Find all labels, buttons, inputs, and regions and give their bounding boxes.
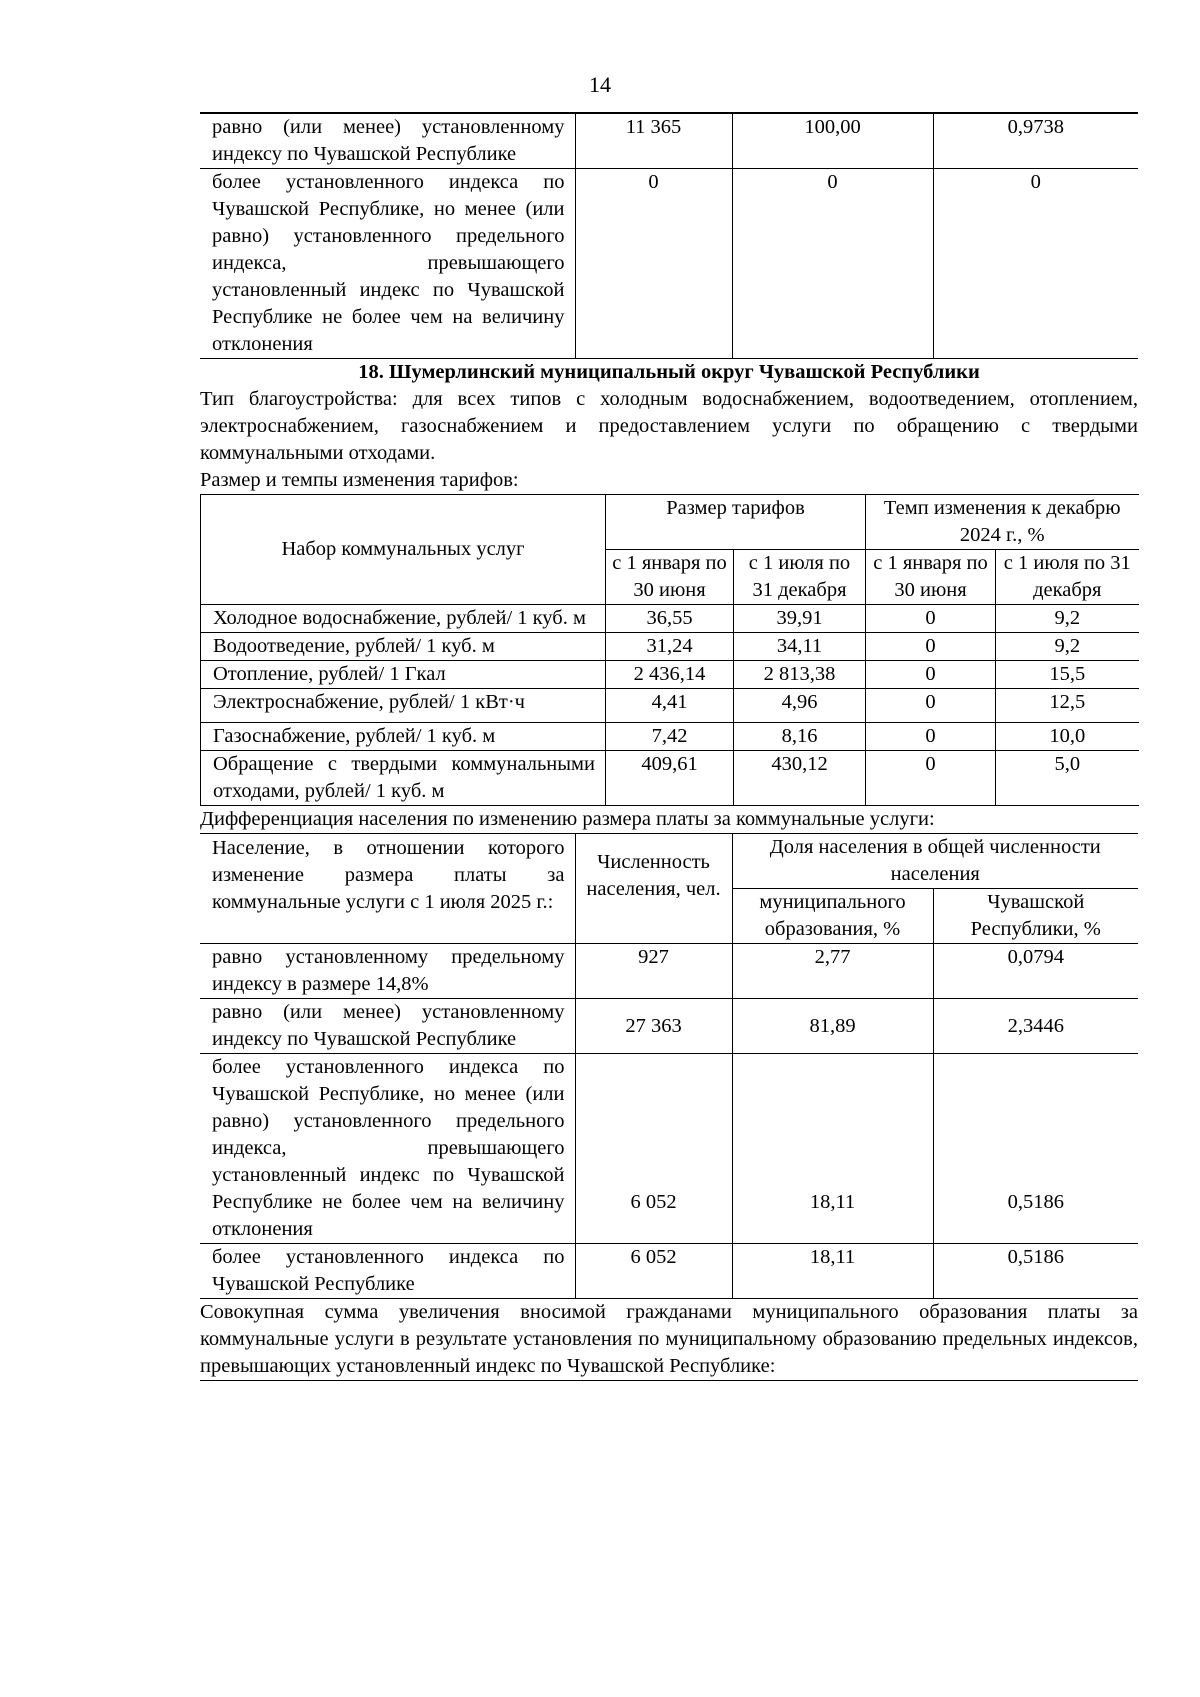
tariff-table-caption: Размер и темпы изменения тарифов: — [200, 469, 519, 491]
population-differentiation-table — [200, 833, 1138, 1299]
municipal-share: 81,89 — [732, 999, 933, 1054]
tariff-value: 34,11 — [734, 633, 866, 661]
total-increase-text: Совокупная сумма увеличения вносимой гражданами муниципального образования платы за коммунальные услуги в результате установления по муниципальному образованию предельных индексов, превышающих установленный индекс по Чувашской Республике: — [200, 1301, 1138, 1377]
population-count: 27 363 — [575, 999, 732, 1054]
header-population-share: Доля населения в общей численности населения — [732, 834, 1138, 889]
tariff-value: 36,55 — [606, 605, 734, 633]
table-row — [201, 633, 1139, 661]
municipal-share: 18,11 — [732, 1244, 933, 1299]
population-count: 6 052 — [575, 1244, 732, 1299]
rate-value: 0 — [866, 751, 996, 806]
service-name: Обращение с твердыми коммунальными отходами, рублей/ 1 куб. м — [201, 751, 606, 806]
table-header-row — [201, 495, 1139, 550]
header-period: с 1 января по 30 июня — [866, 550, 996, 605]
table-row — [200, 944, 1138, 999]
population-count: 11 365 — [575, 113, 732, 169]
municipal-share: 18,11 — [732, 1054, 933, 1244]
table-row — [201, 723, 1139, 751]
bottom-rule — [200, 1380, 1138, 1382]
tariff-table — [200, 494, 1139, 806]
republic-share: 0,5186 — [933, 1054, 1138, 1244]
rate-value: 9,2 — [996, 633, 1139, 661]
row-label: более установленного индекса по Чувашской Республике, но менее (или равно) установленного предельного индекса, превышающего установленный индекс по Чувашской Республике не более чем на величину отклонения — [200, 169, 575, 359]
table-row — [200, 169, 1138, 359]
rate-value: 10,0 — [996, 723, 1139, 751]
population-count: 0 — [575, 169, 732, 359]
header-municipal-share: муниципального образования, % — [732, 889, 933, 944]
header-republic-share: Чувашской Республики, % — [933, 889, 1138, 944]
table-row — [201, 751, 1139, 806]
tariff-value: 4,96 — [734, 689, 866, 723]
header-services: Набор коммунальных услуг — [201, 495, 606, 605]
row-label: равно (или менее) установленному индексу по Чувашской Республике — [200, 999, 575, 1054]
differentiation-caption: Дифференциация населения по изменению размера платы за коммунальные услуги: — [200, 808, 935, 830]
service-name: Водоотведение, рублей/ 1 куб. м — [201, 633, 606, 661]
table-row — [200, 1244, 1138, 1299]
page-content — [200, 112, 1138, 1382]
municipal-share: 0 — [732, 169, 933, 359]
rate-value: 0 — [866, 605, 996, 633]
improvement-type-text: Тип благоустройства: для всех типов с холодным водоснабжением, водоотведением, отоплением, электроснабжением, газоснабжением и предоставлением услуги по обращению с твердыми коммунальными отходами. — [200, 388, 1138, 464]
rate-value: 12,5 — [996, 689, 1139, 723]
header-period: с 1 июля по 31 декабря — [996, 550, 1139, 605]
republic-share: 0,0794 — [933, 944, 1138, 999]
republic-share: 0 — [933, 169, 1138, 359]
tariff-value: 31,24 — [606, 633, 734, 661]
section-heading: 18. Шумерлинский муниципальный округ Чувашской Республики — [200, 358, 1138, 386]
tariff-value: 39,91 — [734, 605, 866, 633]
table-row — [200, 1054, 1138, 1244]
tariff-value: 430,12 — [734, 751, 866, 806]
table-row — [200, 113, 1138, 169]
tariff-value: 2 436,14 — [606, 661, 734, 689]
republic-share: 0,9738 — [933, 113, 1138, 169]
tariff-value: 8,16 — [734, 723, 866, 751]
service-name: Электроснабжение, рублей/ 1 кВт·ч — [201, 689, 606, 723]
rate-value: 0 — [866, 661, 996, 689]
table-row — [201, 661, 1139, 689]
row-label: равно установленному предельному индексу в размере 14,8% — [200, 944, 575, 999]
municipal-share: 100,00 — [732, 113, 933, 169]
row-label: равно (или менее) установленному индексу по Чувашской Республике — [200, 113, 575, 169]
tariff-value: 7,42 — [606, 723, 734, 751]
page-number: 14 — [589, 72, 611, 97]
tariff-value: 409,61 — [606, 751, 734, 806]
service-name: Отопление, рублей/ 1 Гкал — [201, 661, 606, 689]
tariff-value: 4,41 — [606, 689, 734, 723]
tariff-value: 2 813,38 — [734, 661, 866, 689]
population-count: 927 — [575, 944, 732, 999]
republic-share: 2,3446 — [933, 999, 1138, 1054]
rate-value: 0 — [866, 723, 996, 751]
header-tariff-size: Размер тарифов — [606, 495, 866, 550]
header-population-count: Численность населения, чел. — [575, 834, 732, 944]
rate-value: 5,0 — [996, 751, 1139, 806]
population-count: 6 052 — [575, 1054, 732, 1244]
rate-value: 9,2 — [996, 605, 1139, 633]
row-label: более установленного индекса по Чувашской Республике, но менее (или равно) установленного предельного индекса, превышающего установленный индекс по Чувашской Республике не более чем на величину отклонения — [200, 1054, 575, 1244]
header-period: с 1 января по 30 июня — [606, 550, 734, 605]
rate-value: 0 — [866, 633, 996, 661]
service-name: Газоснабжение, рублей/ 1 куб. м — [201, 723, 606, 751]
header-population-group: Население, в отношении которого изменение размера платы за коммунальные услуги с 1 июля 2025 г.: — [200, 834, 575, 944]
population-table-continued — [200, 112, 1138, 359]
row-label: более установленного индекса по Чувашской Республике — [200, 1244, 575, 1299]
rate-value: 0 — [866, 689, 996, 723]
municipal-share: 2,77 — [732, 944, 933, 999]
table-row — [201, 689, 1139, 723]
header-change-rate: Темп изменения к декабрю 2024 г., % — [866, 495, 1139, 550]
rate-value: 15,5 — [996, 661, 1139, 689]
republic-share: 0,5186 — [933, 1244, 1138, 1299]
table-header-row — [200, 834, 1138, 889]
service-name: Холодное водоснабжение, рублей/ 1 куб. м — [201, 605, 606, 633]
table-row — [200, 999, 1138, 1054]
header-period: с 1 июля по 31 декабря — [734, 550, 866, 605]
table-row — [201, 605, 1139, 633]
